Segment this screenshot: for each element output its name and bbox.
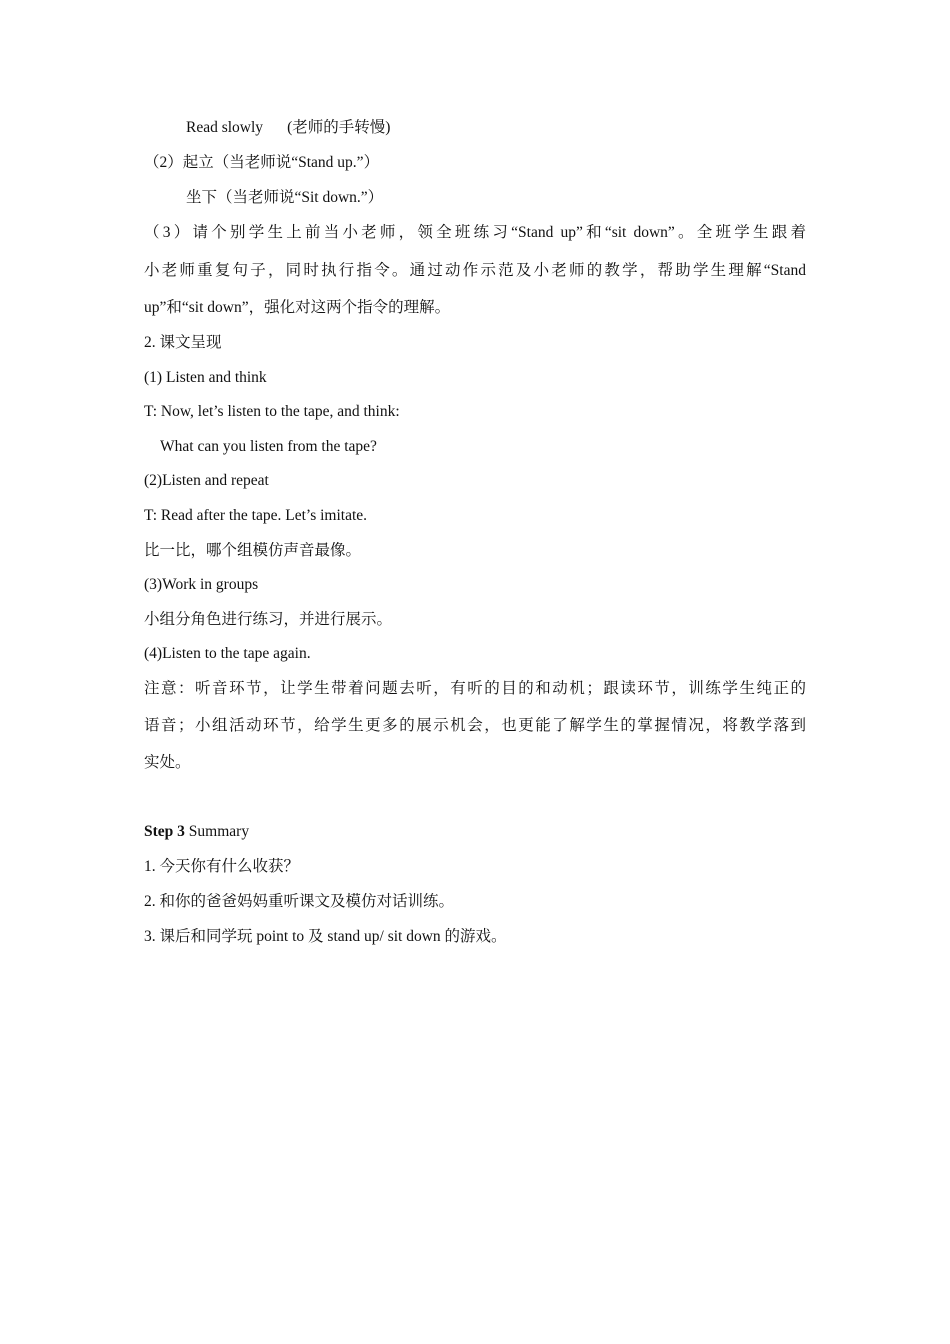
teacher-line-1: T: Now, let’s listen to the tape, and think: [144,403,400,420]
line-stand-up: （2）起立（当老师说“Stand up.”） [144,154,380,171]
step-heading [144,822,249,842]
paragraph-line-1: （3）请个别学生上前当小老师，领全班练习“Stand up”和“sit down”。全班学生跟着 [144,224,806,241]
line-sit-down: 坐下（当老师说“Sit down.”） [186,189,384,206]
summary-item-2: 2. 和你的爸爸妈妈重听课文及模仿对话训练。 [144,893,455,910]
read-slowly-note: (老师的手转慢) [287,119,391,136]
paragraph-line-3: up”和“sit down”，强化对这两个指令的理解。 [144,299,451,316]
summary-item-1: 1. 今天你有什么收获？ [144,858,300,875]
group-practice: 小组分角色进行练习，并进行展示。 [144,611,393,628]
step-title: Summary [184,823,250,840]
listen-and-repeat: (2)Listen and repeat [144,472,269,489]
note-line-1: 注意：听音环节，让学生带着问题去听，有听的目的和动机；跟读环节，训练学生纯正的 [144,680,806,697]
read-slowly-text: Read slowly [186,119,264,136]
compare-line: 比一比，哪个组模仿声音最像。 [144,542,362,559]
listen-again: (4)Listen to the tape again. [144,645,311,662]
summary-item-3: 3. 课后和同学玩 point to 及 stand up/ sit down 的游戏。 [144,928,507,945]
line-read-slowly [186,118,390,138]
step-number: Step 3 [144,823,185,840]
teacher-line-2: T: Read after the tape. Let’s imitate. [144,507,368,524]
note-line-3: 实处。 [144,754,191,771]
note-line-2: 语音；小组活动环节，给学生更多的展示机会，也更能了解学生的掌握情况，将教学落到 [144,717,806,734]
teacher-question: What can you listen from the tape? [160,438,377,455]
section-heading: 2. 课文呈现 [144,334,222,351]
paragraph-line-2: 小老师重复句子，同时执行指令。通过动作示范及小老师的教学，帮助学生理解“Stand [144,262,806,279]
listen-and-think: (1) Listen and think [144,369,267,386]
work-in-groups: (3)Work in groups [144,576,259,593]
